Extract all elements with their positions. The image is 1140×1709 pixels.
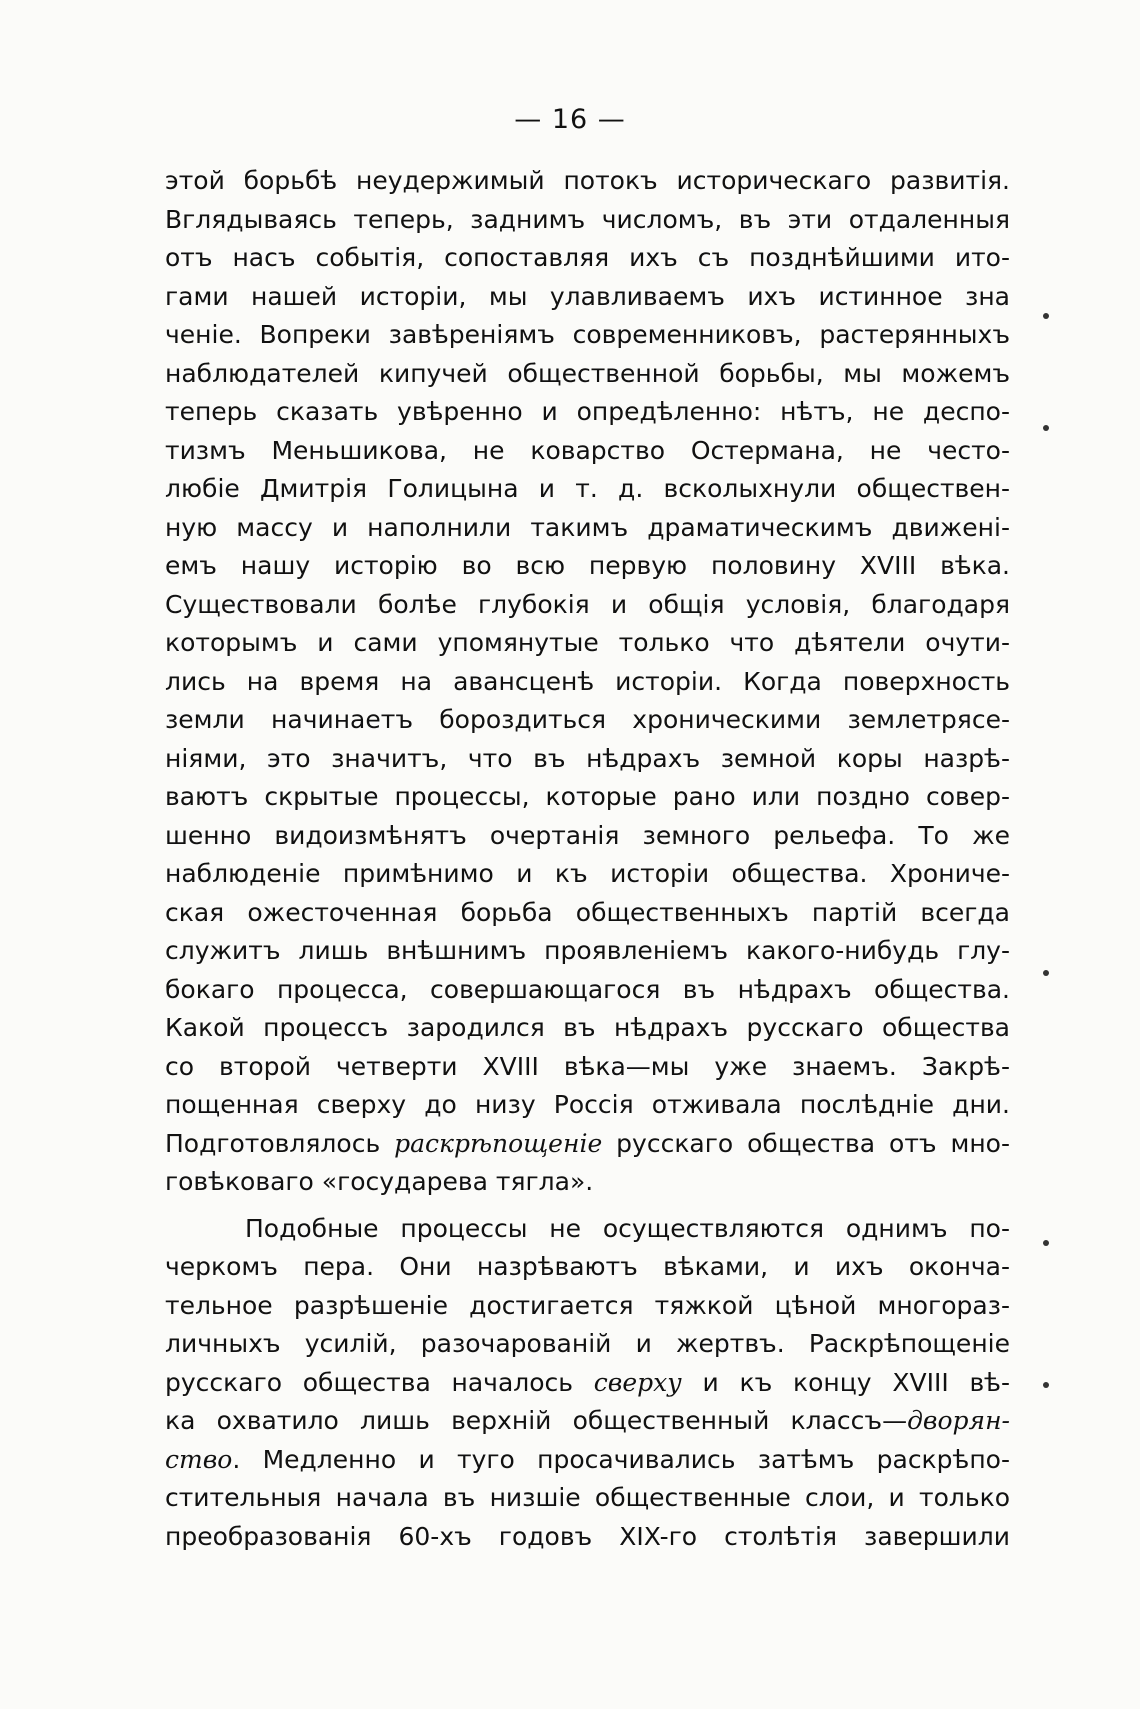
- line-text: ную массу и наполнили такимъ драматическимъ движені-: [165, 512, 1010, 542]
- margin-mark: [1043, 970, 1049, 976]
- body-text: [165, 162, 1010, 1556]
- text-line: [165, 624, 1010, 663]
- line-text: со второй четверти XVIII вѣка—мы уже знаемъ. Закрѣ-: [165, 1051, 1010, 1081]
- text-line: [165, 778, 1010, 817]
- text-line: [165, 509, 1010, 548]
- line-text: ваютъ скрытые процессы, которые рано или поздно совер-: [165, 782, 1010, 811]
- text-line: [165, 1518, 1010, 1557]
- line-text: ская ожесточенная борьба общественныхъ партій всегда: [165, 897, 1010, 927]
- page-number: — 16 —: [514, 104, 626, 135]
- text-line: [165, 1364, 1010, 1403]
- line-text: ніями, это значитъ, что въ нѣдрахъ земной коры назрѣ-: [165, 743, 1010, 773]
- line-text: которымъ и сами упомянутые только что дѣятели очути-: [165, 628, 1010, 657]
- text-line: [165, 1287, 1010, 1326]
- line-text: ченіе. Вопреки завѣреніямъ современниковъ, растерянныхъ: [165, 320, 1010, 349]
- line-text: земли начинаетъ бороздиться хроническими землетрясе-: [165, 705, 1010, 734]
- margin-mark: [1043, 1382, 1049, 1388]
- line-text: преобразованія 60-хъ годовъ XIX-го столѣтія завершили: [165, 1521, 1010, 1551]
- line-text: отъ насъ событія, сопоставляя ихъ съ позднѣйшими ито-: [165, 243, 1010, 272]
- text-line: [165, 432, 1010, 471]
- line-text: Подготовлялось: [165, 1128, 395, 1158]
- text-line: [165, 663, 1010, 702]
- text-line: [165, 239, 1010, 278]
- line-text: гами нашей исторіи, мы улавливаемъ ихъ истинное зна: [165, 281, 1010, 311]
- text-line: [165, 470, 1010, 509]
- emphasis-text: сверху: [593, 1367, 682, 1397]
- line-text: русскаго общества началось: [165, 1367, 594, 1397]
- line-text: любіе Дмитрія Голицына и т. д. всколыхнули обществен-: [165, 474, 1010, 503]
- line-text: Существовали болѣе глубокія и общія условія, благодаря: [165, 589, 1010, 619]
- line-text: емъ нашу исторію во всю первую половину XVIII вѣка.: [165, 551, 1010, 580]
- paragraph: [165, 1210, 1010, 1557]
- text-line: [165, 855, 1010, 894]
- text-line: [165, 586, 1010, 625]
- text-line: [165, 1479, 1010, 1518]
- emphasis-text: ство: [165, 1444, 233, 1474]
- line-text: лись на время на авансценѣ исторіи. Когда поверхность: [165, 666, 1010, 696]
- line-text: тизмъ Меньшикова, не коварство Остермана, не често-: [165, 435, 1010, 465]
- line-text: . Медленно и туго просачивались затѣмъ раскрѣпо-: [232, 1444, 1010, 1474]
- text-line: [165, 1125, 1010, 1164]
- margin-mark: [1043, 313, 1049, 319]
- line-text: тельное разрѣшеніе достигается тяжкой цѣной многораз-: [165, 1290, 1010, 1320]
- line-text: ка охватило лишь верхній общественный классъ—: [165, 1406, 908, 1435]
- text-line: [165, 740, 1010, 779]
- text-line: [165, 201, 1010, 240]
- text-line: [165, 894, 1010, 933]
- text-line: [165, 547, 1010, 586]
- text-line: [165, 1248, 1010, 1287]
- text-line: [165, 355, 1010, 394]
- text-line: [165, 1402, 1010, 1441]
- text-line: [165, 316, 1010, 355]
- text-line: [165, 1048, 1010, 1087]
- line-text: Подобные процессы не осуществляются однимъ по-: [245, 1213, 1010, 1243]
- line-text: и къ концу XVIII вѣ-: [681, 1367, 1010, 1397]
- line-text: этой борьбѣ неудержимый потокъ историческаго развитія.: [165, 166, 1010, 195]
- line-text: Вглядываясь теперь, заднимъ числомъ, въ эти отдаленныя: [165, 204, 1010, 234]
- text-line: [165, 1441, 1010, 1480]
- line-text: черкомъ пера. Они назрѣваютъ вѣками, и ихъ оконча-: [165, 1252, 1010, 1281]
- line-text: пощенная сверху до низу Россія отживала послѣдніе дни.: [165, 1090, 1010, 1119]
- line-text: личныхъ усилій, разочарованій и жертвъ. Раскрѣпощеніе: [165, 1329, 1010, 1358]
- margin-mark: [1043, 1240, 1049, 1246]
- line-text: русскаго общества отъ мно-: [602, 1128, 1010, 1158]
- text-line: [165, 817, 1010, 856]
- text-line: [165, 701, 1010, 740]
- line-text: шенно видоизмѣнятъ очертанія земного рельефа. То же: [165, 820, 1010, 850]
- text-line: [165, 1325, 1010, 1364]
- text-line: [165, 1163, 1010, 1202]
- text-line: [165, 162, 1010, 201]
- line-text: служитъ лишь внѣшнимъ проявленіемъ какого-нибудь глу-: [165, 936, 1010, 965]
- line-text: Какой процессъ зародился въ нѣдрахъ русскаго общества: [165, 1013, 1010, 1042]
- text-line: [165, 1210, 1010, 1249]
- text-line: [165, 278, 1010, 317]
- text-line: [165, 971, 1010, 1010]
- text-line: [165, 1009, 1010, 1048]
- paragraph: [165, 162, 1010, 1202]
- emphasis-text: дворян-: [907, 1406, 1010, 1435]
- margin-mark: [1043, 425, 1049, 431]
- line-text: стительныя начала въ низшіе общественные слои, и только: [165, 1483, 1010, 1512]
- line-text: бокаго процесса, совершающагося въ нѣдрахъ общества.: [165, 974, 1010, 1004]
- line-text: наблюдателей кипучей общественной борьбы, мы можемъ: [165, 358, 1010, 388]
- line-text: теперь сказать увѣренно и опредѣленно: нѣтъ, не деспо-: [165, 397, 1010, 426]
- text-line: [165, 932, 1010, 971]
- line-text: говѣковаго «государева тягла».: [165, 1167, 594, 1196]
- text-line: [165, 1086, 1010, 1125]
- line-text: наблюденіе примѣнимо и къ исторіи общества. Хрониче-: [165, 859, 1010, 888]
- emphasis-text: раскрѣпощеніе: [394, 1128, 603, 1158]
- text-line: [165, 393, 1010, 432]
